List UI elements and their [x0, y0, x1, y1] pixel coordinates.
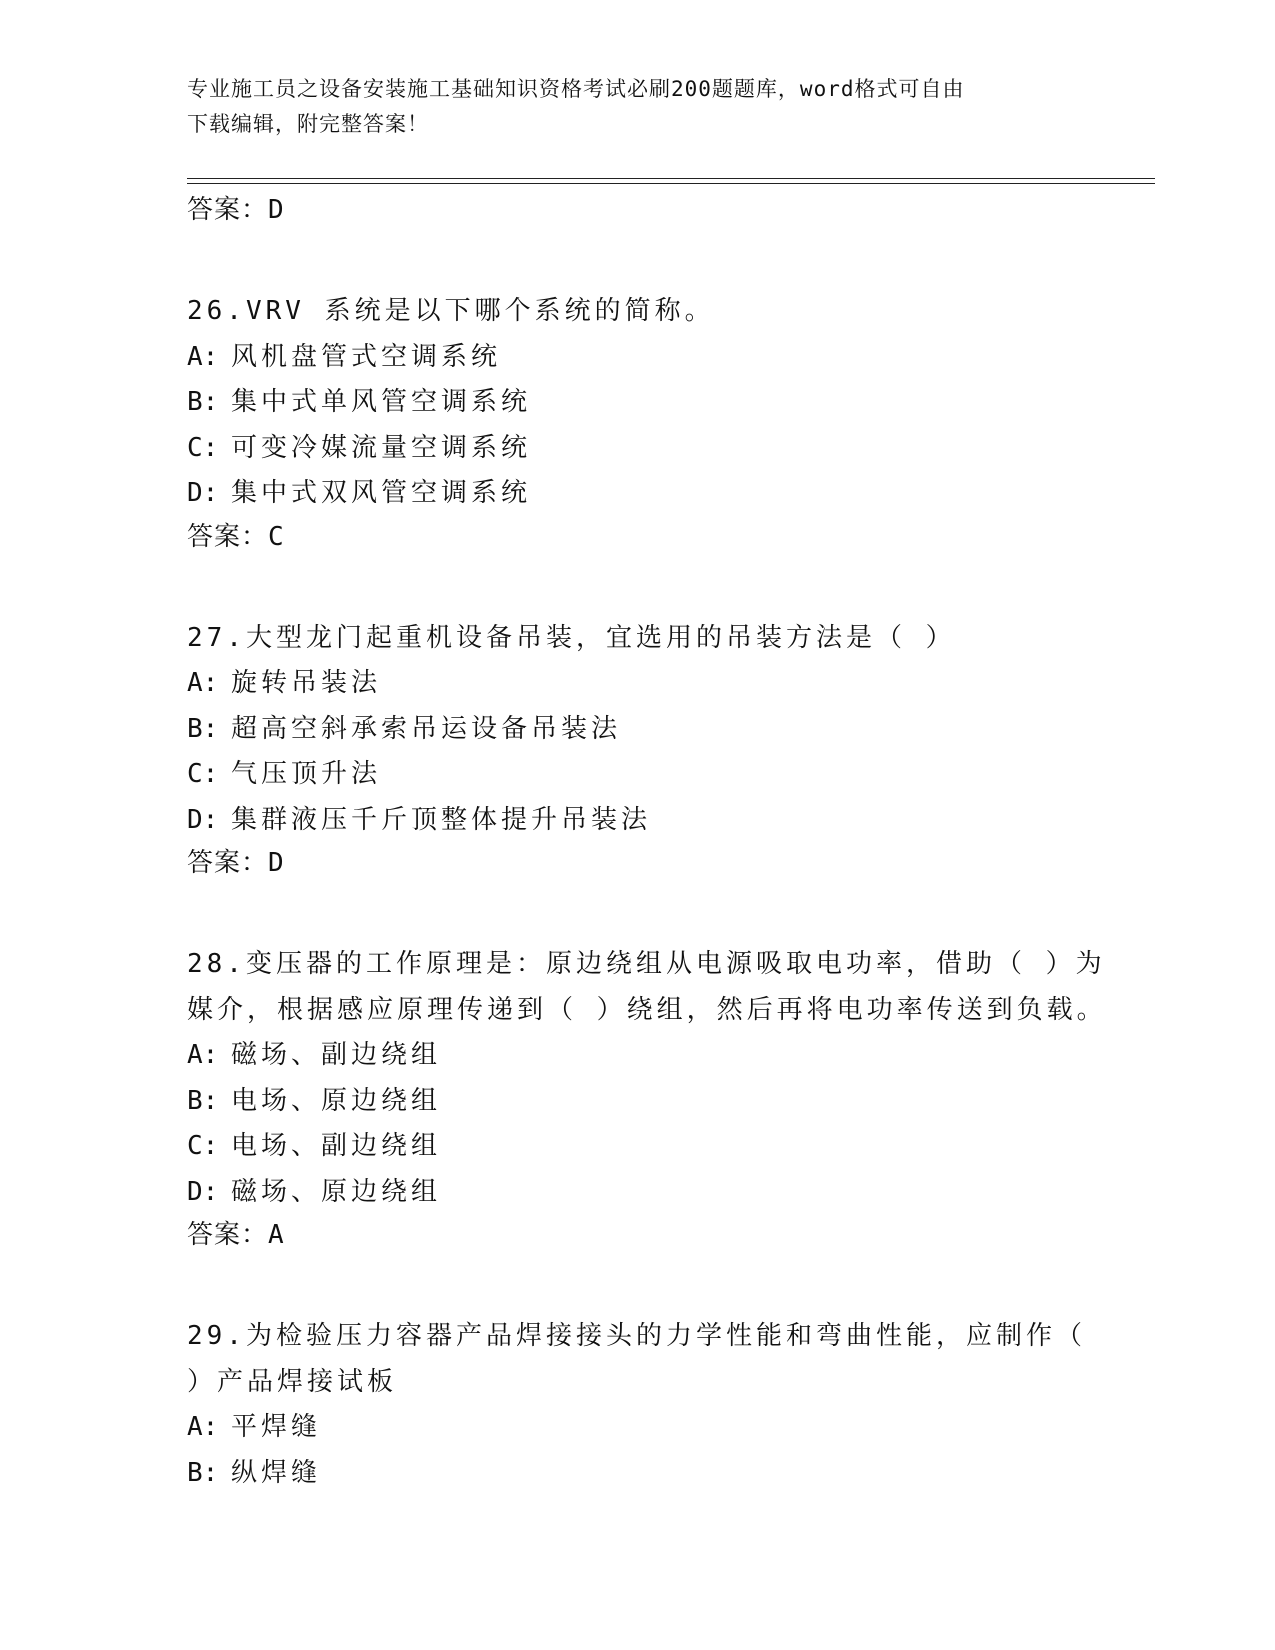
document-header [187, 72, 1067, 142]
option-letter: D: [187, 478, 219, 508]
option-text: 气压顶升法 [231, 759, 382, 789]
option-text: 平焊缝 [231, 1412, 322, 1442]
option-b [187, 1079, 1087, 1125]
option-letter: A: [187, 1040, 219, 1070]
option-letter: B: [187, 1457, 219, 1488]
option-letter: C: [187, 1131, 219, 1161]
option-d [187, 471, 1087, 517]
option-text: 超高空斜承索吊运设备吊装法 [231, 713, 622, 744]
option-text: 风机盘管式空调系统 [231, 341, 502, 372]
option-text: 磁场、副边绕组 [231, 1040, 442, 1070]
answer-line: 答案：D [187, 195, 285, 225]
option-b [187, 1451, 1087, 1497]
option-a [187, 661, 1087, 707]
option-text: 磁场、原边绕组 [231, 1176, 442, 1207]
option-text: 电场、原边绕组 [231, 1085, 442, 1116]
option-text: 集中式单风管空调系统 [231, 387, 532, 417]
option-letter: A: [187, 668, 219, 698]
option-c [187, 752, 1087, 798]
question-text: 29.为检验压力容器产品焊接接头的力学性能和弯曲性能，应制作（ [187, 1321, 1086, 1351]
header-rule-bottom [187, 183, 1155, 184]
header-line-1: 专业施工员之设备安装施工基础知识资格考试必刷200题题库，word格式可自由 [187, 77, 965, 101]
option-letter: A: [187, 1412, 219, 1442]
question-26 [187, 289, 1087, 557]
option-letter: B: [187, 387, 219, 417]
question-29 [187, 1314, 1087, 1496]
question-list [187, 190, 1107, 1496]
option-text: 集中式双风管空调系统 [231, 478, 532, 508]
option-text: 集群液压千斤顶整体提升吊装法 [231, 804, 652, 835]
question-text-continued: 媒介，根据感应原理传递到（ ）绕组，然后再将电功率传送到负载。 [187, 994, 1107, 1025]
option-a [187, 1405, 1087, 1451]
question-text: 28.变压器的工作原理是：原边绕组从电源吸取电功率，借助（ ）为 [187, 949, 1106, 979]
header-line-2: 下载编辑，附完整答案！ [187, 112, 429, 136]
question-28 [187, 942, 1107, 1255]
option-letter: A: [187, 341, 219, 372]
answer-line: 答案：C [187, 521, 285, 552]
option-letter: D: [187, 1176, 219, 1207]
option-a [187, 1033, 1087, 1079]
option-b [187, 380, 1087, 426]
option-a [187, 335, 1087, 381]
option-text: 纵焊缝 [231, 1457, 322, 1488]
option-text: 电场、副边绕组 [231, 1131, 442, 1161]
option-letter: D: [187, 804, 219, 835]
answer-line: 答案：D [187, 848, 285, 878]
question-27 [187, 616, 1087, 884]
answer-line: 答案：A [187, 1220, 285, 1250]
option-c [187, 1124, 1087, 1170]
option-letter: C: [187, 759, 219, 789]
option-b [187, 707, 1087, 753]
option-letter: C: [187, 432, 219, 463]
question-text: 27.大型龙门起重机设备吊装，宜选用的吊装方法是（ ） [187, 622, 956, 653]
question-text: 26.VRV 系统是以下哪个系统的简称。 [187, 296, 715, 326]
header-rule-top [187, 178, 1155, 179]
question-text-continued: ）产品焊接试板 [187, 1366, 398, 1397]
option-d [187, 1170, 1087, 1216]
option-c [187, 426, 1087, 472]
option-text: 旋转吊装法 [231, 668, 382, 698]
option-text: 可变冷媒流量空调系统 [231, 432, 532, 463]
option-letter: B: [187, 1085, 219, 1116]
option-d [187, 798, 1087, 844]
option-letter: B: [187, 713, 219, 744]
